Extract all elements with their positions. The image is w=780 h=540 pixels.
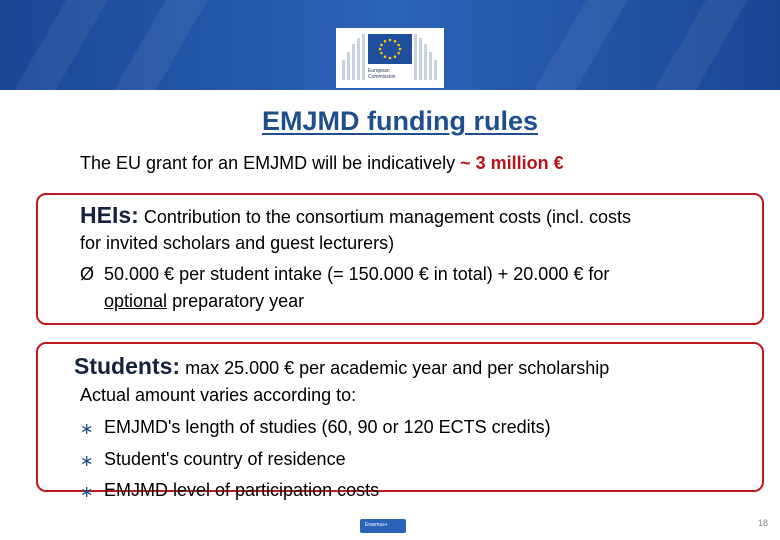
students-box xyxy=(36,342,764,501)
heis-description: Contribution to the consortium management costs (incl. costs xyxy=(138,207,632,227)
heis-box xyxy=(36,193,764,325)
students-list-item: EMJMD's length of studies (60, 90 or 120 ECTS credits) xyxy=(104,417,551,437)
star-bullet-icon: ∗ xyxy=(80,453,94,470)
star-bullet-icon: ∗ xyxy=(80,484,94,501)
heis-description-line2: for invited scholars and guest lecturers) xyxy=(80,233,395,253)
intro-body: The EU grant for an EMJMD will be indicatively xyxy=(80,153,461,173)
header-banner xyxy=(0,0,780,90)
heis-heading-colon: : xyxy=(131,202,139,228)
students-list-item: Student's country of residence xyxy=(104,449,346,469)
heis-bullet-line2-rest: preparatory year xyxy=(167,291,305,311)
erasmus-plus-logo xyxy=(360,519,406,533)
page-number: 18 xyxy=(757,518,768,528)
heis-heading-line xyxy=(80,202,631,229)
logo-caption xyxy=(368,68,428,80)
european-commission-logo xyxy=(336,28,444,88)
logo-caption-line2: Commission xyxy=(368,74,396,80)
star-bullet-icon: ∗ xyxy=(80,421,94,438)
students-description: max 25.000 € per academic year and per scholarship xyxy=(180,358,610,378)
students-heading: Students xyxy=(74,353,173,379)
students-heading-colon: : xyxy=(172,353,181,379)
intro-text xyxy=(80,153,564,174)
heis-bullet-line2 xyxy=(104,291,304,312)
logo-caption-line1: European xyxy=(368,68,390,74)
logo-building-bars-left xyxy=(342,34,366,80)
heis-bullet-line1: 50.000 € per student intake (= 150.000 € in total) + 20.000 € for xyxy=(104,264,610,284)
slide-title: EMJMD funding rules xyxy=(262,106,538,136)
students-description-line2: Actual amount varies according to: xyxy=(80,385,357,405)
eu-flag-icon xyxy=(368,34,412,64)
arrow-bullet-icon: Ø xyxy=(80,264,95,284)
students-heading-line xyxy=(74,353,609,380)
heis-heading: HEIs xyxy=(80,202,132,228)
erasmus-plus-logo-text: Erasmus+ xyxy=(365,522,388,528)
intro-highlight: ~ 3 million € xyxy=(460,153,564,173)
students-list-item: EMJMD level of participation costs xyxy=(104,480,380,500)
optional-underlined: optional xyxy=(104,291,168,311)
